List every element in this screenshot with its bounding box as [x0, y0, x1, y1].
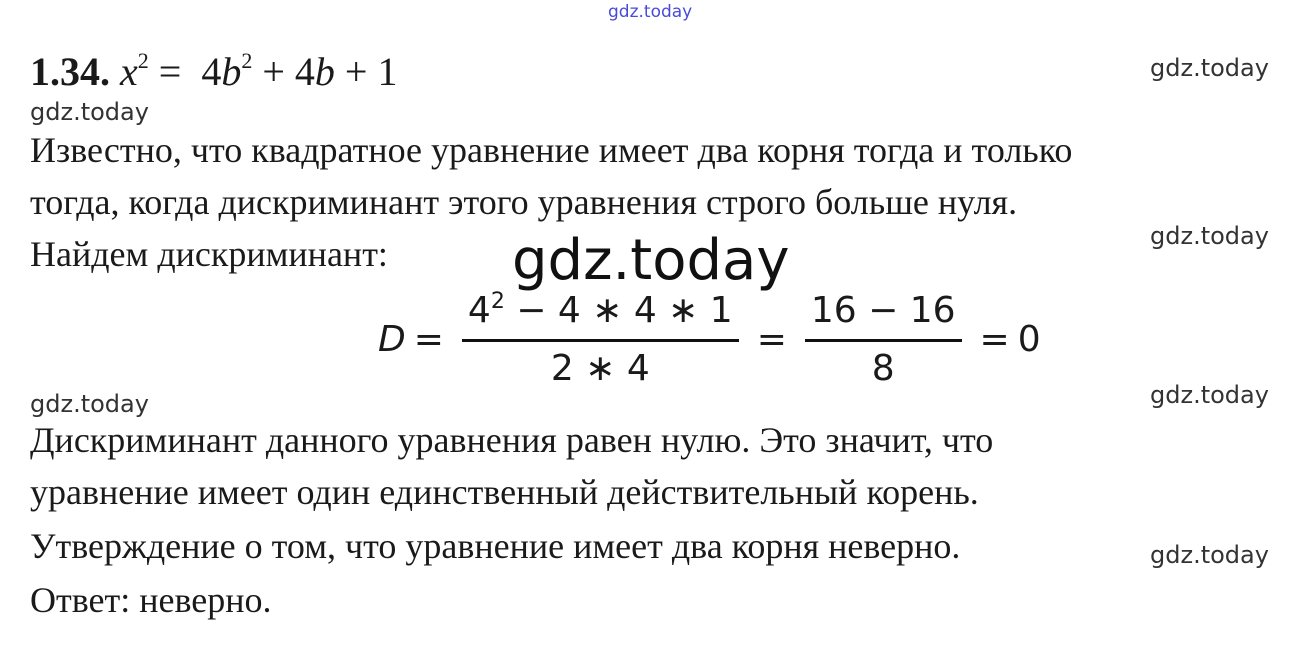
- discriminant-formula: [378, 290, 1041, 389]
- watermark-left-2: gdz.today: [30, 390, 149, 418]
- problem-title: [30, 48, 397, 95]
- watermark-left-1: gdz.today: [30, 98, 149, 126]
- watermark-right-2: gdz.today: [1150, 222, 1269, 250]
- paragraph-1-line-2: тогда, когда дискриминант этого уравнения строго больше нуля.: [30, 182, 1018, 222]
- exponent-b: 2: [241, 48, 253, 73]
- fraction-2-denominator: 8: [871, 348, 895, 389]
- watermark-right-4: gdz.today: [1150, 541, 1269, 569]
- paragraph-2: Найдем дискриминант:: [30, 234, 388, 274]
- fraction-2-numerator: 16 − 16: [805, 290, 962, 342]
- fraction-2: [805, 290, 962, 389]
- num1-rest: − 4 ∗ 4 ∗ 1: [504, 290, 733, 331]
- formula-equals-2: =: [756, 319, 787, 360]
- var-b: b: [221, 49, 242, 94]
- formula-result: 0: [1017, 319, 1041, 360]
- formula-equals-3: =: [979, 319, 1010, 360]
- term-plus-1: + 1: [344, 49, 398, 94]
- term-coef: 4: [201, 49, 222, 94]
- watermark-right-3: gdz.today: [1150, 381, 1269, 409]
- var-b-2: b: [314, 49, 335, 94]
- equals-sign: =: [158, 49, 182, 94]
- watermark-center: gdz.today: [512, 228, 790, 293]
- paragraph-4: Утверждение о том, что уравнение имеет два корня неверно.: [30, 526, 961, 566]
- fraction-1: [462, 290, 739, 389]
- num1-base: 4: [467, 290, 491, 331]
- paragraph-3-line-2: уравнение имеет один единственный действительный корень.: [30, 472, 979, 512]
- term-plus-4: + 4: [262, 49, 315, 94]
- fraction-1-denominator: 2 ∗ 4: [550, 348, 650, 389]
- num1-exponent: 2: [490, 289, 505, 314]
- var-x: x: [120, 49, 138, 94]
- fraction-1-numerator: [462, 290, 739, 342]
- paragraph-3-line-1: Дискриминант данного уравнения равен нулю. Это значит, что: [30, 420, 994, 460]
- watermark-right-1: gdz.today: [1150, 54, 1269, 82]
- formula-lhs: D: [378, 319, 406, 360]
- paragraph-1-line-1: Известно, что квадратное уравнение имеет два корня тогда и только: [30, 130, 1073, 170]
- problem-number: 1.34.: [30, 49, 110, 94]
- exponent: 2: [137, 48, 149, 73]
- formula-equals-1: =: [413, 319, 444, 360]
- answer-line: Ответ: неверно.: [30, 580, 272, 620]
- watermark-top: gdz.today: [608, 2, 693, 22]
